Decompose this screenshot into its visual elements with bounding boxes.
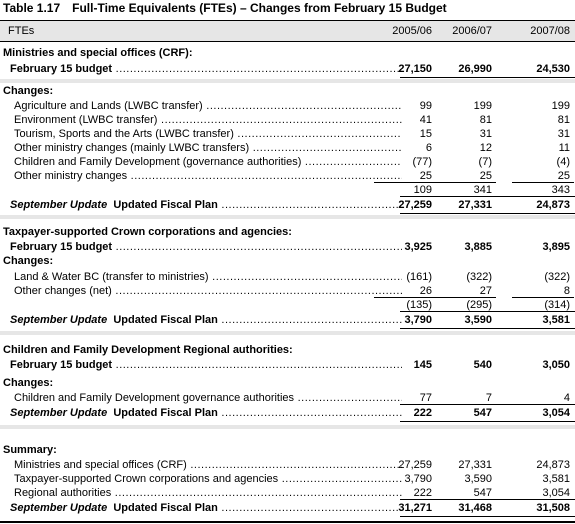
crf-budget-label: February 15 budget ..... <box>10 62 402 76</box>
divider <box>400 516 575 517</box>
value-cell: 41 <box>419 114 432 126</box>
divider <box>400 311 575 312</box>
value-cell: 199 <box>473 100 492 112</box>
column-header-2005-06: 2005/06 <box>392 25 432 37</box>
cfd-budget-label: February 15 budget ..... <box>10 358 402 372</box>
table-row <box>0 113 575 127</box>
crf-heading: Ministries and special offices (CRF): <box>3 47 193 59</box>
divider <box>400 404 575 405</box>
column-header-band <box>0 20 575 42</box>
table-row <box>0 99 575 113</box>
value-cell: 31 <box>557 128 570 140</box>
row-label: Children and Family Development governance authorities ..... <box>14 391 402 405</box>
value-cell: (7) <box>478 156 492 168</box>
update-label: September Update Updated Fiscal Plan ..... <box>10 198 402 212</box>
subtotal-row <box>0 183 575 197</box>
cfd-heading: Children and Family Development Regional authorities: <box>3 344 293 356</box>
value-cell: 27,259 <box>398 199 432 211</box>
value-cell: 25 <box>479 170 492 182</box>
table-bottom-rule <box>0 521 575 523</box>
divider <box>400 421 575 422</box>
divider <box>400 328 575 329</box>
value-cell: 25 <box>419 170 432 182</box>
value-cell: 81 <box>557 114 570 126</box>
value-cell: 26 <box>419 285 432 297</box>
value-cell: 547 <box>473 407 492 419</box>
section-separator <box>0 79 575 83</box>
value-cell: 540 <box>473 359 492 371</box>
row-label: Children and Family Development (governance authorities) ..... <box>14 155 402 169</box>
row-label: Land & Water BC (transfer to ministries) ..... <box>14 270 402 284</box>
table-row <box>0 358 575 372</box>
value-cell: 4 <box>563 392 570 404</box>
value-cell: 341 <box>473 184 492 196</box>
table-row <box>0 270 575 284</box>
table-row <box>0 141 575 155</box>
row-label: Taxpayer-supported Crown corporations and agencies ..... <box>14 472 402 486</box>
value-cell: 222 <box>413 407 432 419</box>
table-row <box>0 155 575 169</box>
value-cell: 7 <box>485 392 492 404</box>
value-cell: (135) <box>406 299 432 311</box>
value-cell: 27,331 <box>458 199 492 211</box>
value-cell: 343 <box>551 184 570 196</box>
value-cell: 3,895 <box>542 241 570 253</box>
value-cell: 3,590 <box>464 314 492 326</box>
summary-heading: Summary: <box>3 444 57 456</box>
value-cell: 25 <box>557 170 570 182</box>
row-label: Tourism, Sports and the Arts (LWBC transfer) ..... <box>14 127 402 141</box>
value-cell: 3,925 <box>404 241 432 253</box>
table-title-text: Full-Time Equivalents (FTEs) – Changes from February 15 Budget <box>72 1 447 15</box>
section-separator <box>0 331 575 335</box>
divider <box>400 77 575 78</box>
value-cell: 24,530 <box>536 63 570 75</box>
section-separator <box>0 425 575 429</box>
update-row <box>0 198 575 212</box>
section-separator <box>0 215 575 219</box>
value-cell: 3,054 <box>542 487 570 499</box>
column-header-2006-07: 2006/07 <box>452 25 492 37</box>
value-cell: 3,790 <box>404 473 432 485</box>
value-cell: 31,468 <box>458 502 492 514</box>
value-cell: 3,590 <box>464 473 492 485</box>
row-label: Other ministry changes ..... <box>14 169 402 183</box>
update-label: September Update Updated Fiscal Plan ..... <box>10 406 402 420</box>
cfd-changes-label: Changes: <box>3 377 54 389</box>
table-row <box>0 458 575 472</box>
value-cell: 24,873 <box>536 199 570 211</box>
value-cell: (161) <box>406 271 432 283</box>
value-cell: 27,331 <box>458 459 492 471</box>
row-label: Environment (LWBC transfer) ..... <box>14 113 402 127</box>
value-cell: 3,050 <box>542 359 570 371</box>
column-header-ftes: FTEs <box>8 25 35 37</box>
table-row <box>0 127 575 141</box>
value-cell: (295) <box>466 299 492 311</box>
value-cell: 15 <box>419 128 432 140</box>
update-row <box>0 406 575 420</box>
value-cell: 81 <box>479 114 492 126</box>
value-cell: 12 <box>479 142 492 154</box>
update-label: September Update Updated Fiscal Plan ..... <box>10 313 402 327</box>
value-cell: 199 <box>551 100 570 112</box>
crf-changes-label: Changes: <box>3 85 54 97</box>
value-cell: 31 <box>479 128 492 140</box>
value-cell: 3,054 <box>542 407 570 419</box>
table-row <box>0 472 575 486</box>
table-row <box>0 240 575 254</box>
value-cell: 3,581 <box>542 314 570 326</box>
value-cell: 27,150 <box>398 63 432 75</box>
value-cell: (77) <box>412 156 432 168</box>
value-cell: 6 <box>425 142 432 154</box>
divider <box>400 196 575 197</box>
row-label: Regional authorities ..... <box>14 486 402 500</box>
value-cell: 27,259 <box>398 459 432 471</box>
table-title <box>3 1 447 15</box>
table-row <box>0 284 575 298</box>
value-cell: 11 <box>558 142 570 154</box>
value-cell: 24,873 <box>536 459 570 471</box>
row-label: Ministries and special offices (CRF) ..... <box>14 458 402 472</box>
row-label: Other changes (net) ..... <box>14 284 402 298</box>
value-cell: 145 <box>413 359 432 371</box>
value-cell: 77 <box>419 392 432 404</box>
update-row <box>0 501 575 515</box>
value-cell: (322) <box>544 271 570 283</box>
divider <box>400 213 575 214</box>
value-cell: 3,790 <box>404 314 432 326</box>
value-cell: (322) <box>466 271 492 283</box>
table-row <box>0 486 575 500</box>
value-cell: 99 <box>419 100 432 112</box>
column-header-2007-08: 2007/08 <box>530 25 570 37</box>
value-cell: 222 <box>413 487 432 499</box>
value-cell: 31,271 <box>398 502 432 514</box>
table-number: Table 1.17 <box>3 1 61 15</box>
row-label: Other ministry changes (mainly LWBC transfers) ..... <box>14 141 402 155</box>
table-row <box>0 391 575 405</box>
value-cell: 3,885 <box>464 241 492 253</box>
value-cell: 27 <box>479 285 492 297</box>
value-cell: (4) <box>556 156 570 168</box>
table-row <box>0 169 575 183</box>
value-cell: 547 <box>473 487 492 499</box>
crown-budget-label: February 15 budget ..... <box>10 240 402 254</box>
update-label: September Update Updated Fiscal Plan ..... <box>10 501 402 515</box>
update-row <box>0 313 575 327</box>
crown-heading: Taxpayer-supported Crown corporations and agencies: <box>3 226 292 238</box>
value-cell: 109 <box>413 184 432 196</box>
crown-changes-label: Changes: <box>3 255 54 267</box>
value-cell: 26,990 <box>458 63 492 75</box>
value-cell: 3,581 <box>542 473 570 485</box>
row-label: Agriculture and Lands (LWBC transfer) ..... <box>14 99 402 113</box>
subtotal-row <box>0 298 575 312</box>
table-row <box>0 62 575 76</box>
value-cell: 31,508 <box>536 502 570 514</box>
value-cell: 8 <box>563 285 570 297</box>
divider <box>400 499 575 500</box>
value-cell: (314) <box>544 299 570 311</box>
